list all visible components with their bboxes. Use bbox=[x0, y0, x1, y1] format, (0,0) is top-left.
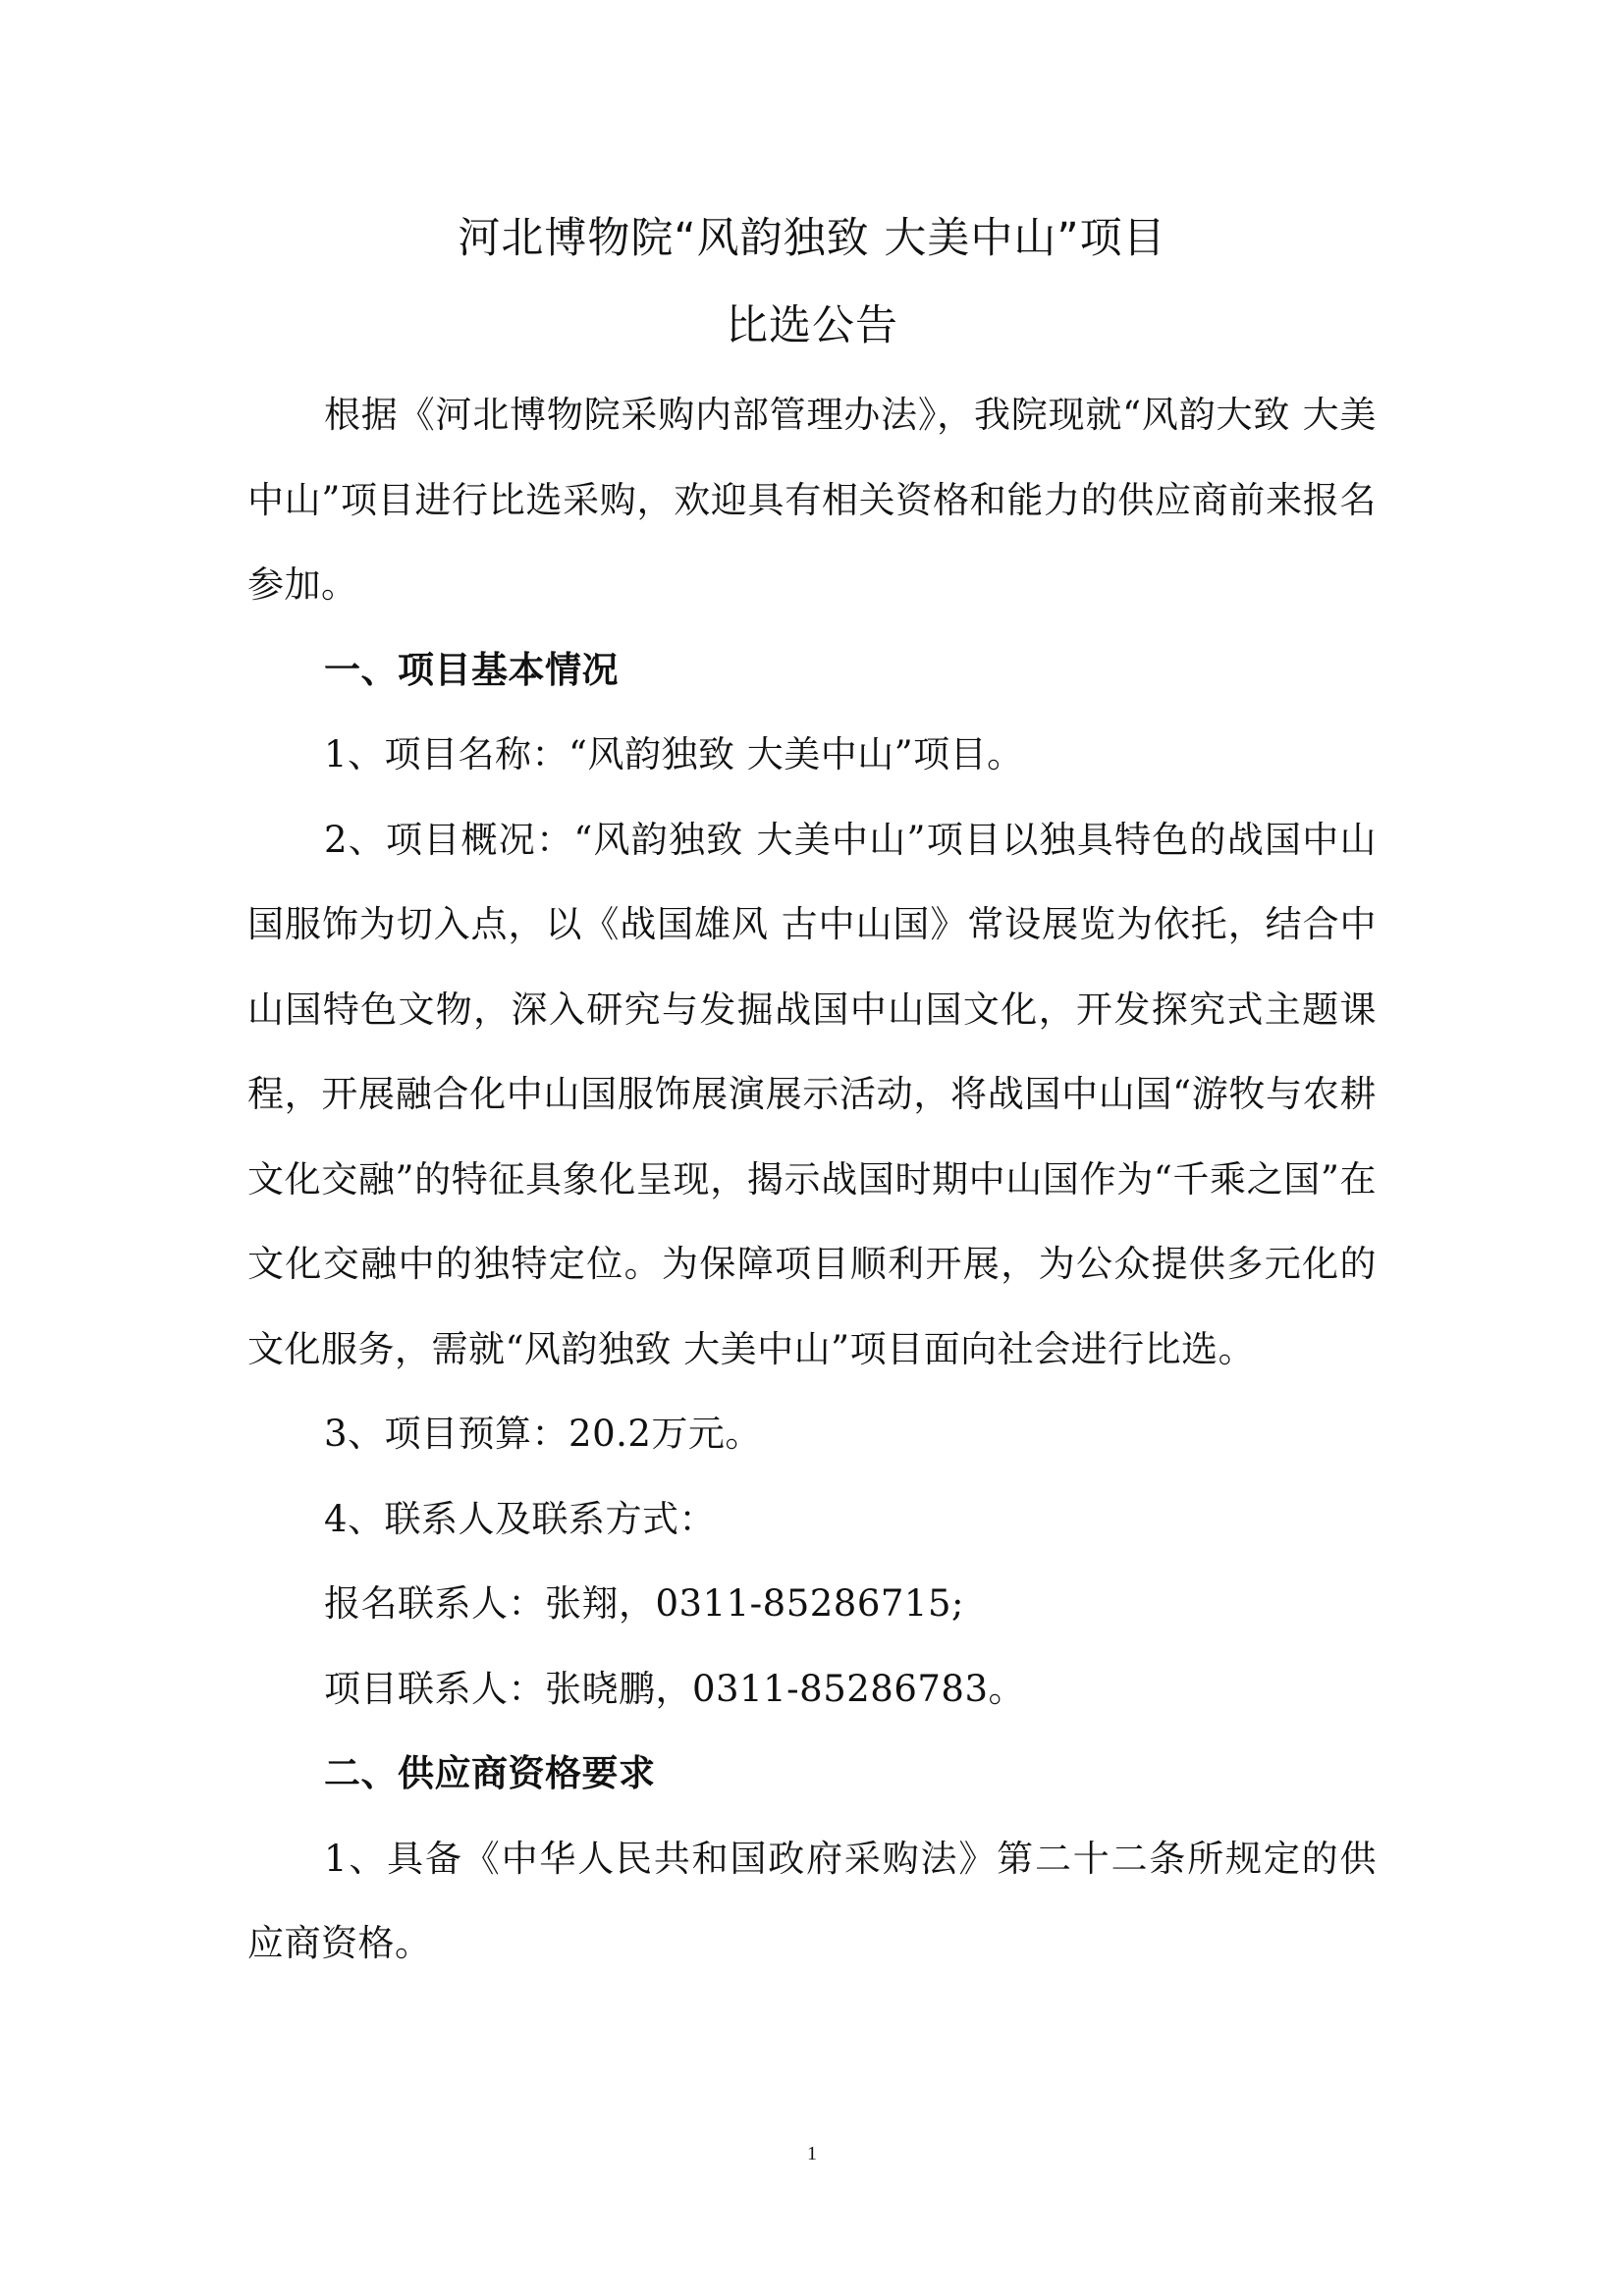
project-contact: 项目联系人：张晓鹏，0311-85286783。 bbox=[324, 1667, 1025, 1710]
project-name-item: 1、项目名称：“风韵独致 大美中山”项目。 bbox=[324, 733, 1024, 775]
signup-contact: 报名联系人：张翔，0311-85286715; bbox=[324, 1582, 964, 1625]
section-1-heading: 一、项目基本情况 bbox=[324, 648, 619, 691]
page-number: 1 bbox=[807, 2143, 817, 2164]
document-title-line-1: 河北博物院“风韵独致 大美中山”项目 bbox=[458, 214, 1166, 263]
intro-paragraph: 根据《河北博物院采购内部管理办法》，我院现就“风韵大致 大美中山”项目进行比选采购，欢迎具有相关资格和能力的供应商前来报名参加。 bbox=[247, 394, 1377, 606]
document-title-line-2: 比选公告 bbox=[726, 301, 898, 350]
contact-heading-item: 4、联系人及联系方式： bbox=[324, 1497, 717, 1540]
section-2-heading: 二、供应商资格要求 bbox=[324, 1752, 656, 1794]
document-body bbox=[247, 373, 1377, 1987]
qualification-item-1: 1、具备《中华人民共和国政府采购法》第二十二条所规定的供应商资格。 bbox=[247, 1837, 1377, 1964]
project-overview-item: 2、项目概况：“风韵独致 大美中山”项目以独具特色的战国中山国服饰为切入点，以《战国雄风 古中山国》常设展览为依托，结合中山国特色文物，深入研究与发掘战国中山国文化，开发探究式主题课程，开展融合化中山国服饰展演展示活动，将战国中山国“游牧与农耕文化交融”的特征具象化呈现，揭示战国时期中山国作为“千乘之国”在文化交融中的独特定位。为保障项目顺利开展，为公众提供多元化的文化服务，需就“风韵独致 大美中山”项目面向社会进行比选。 bbox=[247, 818, 1377, 1370]
project-budget-item: 3、项目预算：20.2万元。 bbox=[324, 1413, 762, 1455]
